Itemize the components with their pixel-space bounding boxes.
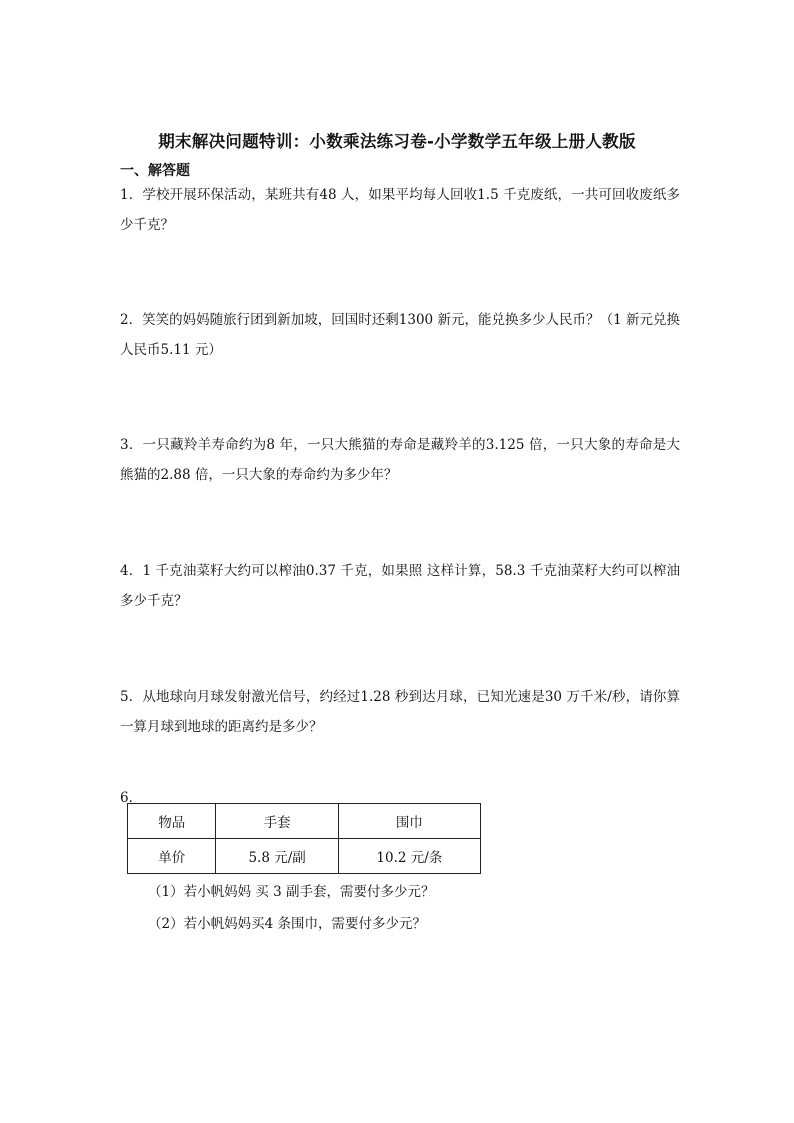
question-number: 2． <box>120 312 143 328</box>
question-4 <box>120 556 680 616</box>
table-header-row <box>128 804 481 839</box>
question-number: 4． <box>120 563 143 579</box>
table-cell: 10.2 元/条 <box>338 839 480 874</box>
table-row <box>128 839 481 874</box>
price-table <box>127 803 481 874</box>
question-3 <box>120 430 680 490</box>
table-cell: 物品 <box>128 804 216 839</box>
question-2 <box>120 305 680 365</box>
question-number: 5． <box>120 689 143 705</box>
section-title: 一、解答题 <box>120 163 190 179</box>
question-text: 学校开展环保活动，某班共有48 人，如果平均每人回收1.5 千克废纸，一共可回收废纸多少千克？ <box>120 187 681 233</box>
question-text: 一只藏羚羊寿命约为8 年，一只大熊猫的寿命是藏羚羊的3.125 倍，一只大象的寿命是大熊猫的2.88 倍，一只大象的寿命约为多少年？ <box>120 437 680 483</box>
question-text: 从地球向月球发射激光信号，约经过1.28 秒到达月球，已知光速是30 万千米/秒，请你算一算月球到地球的距离约是多少？ <box>120 689 680 735</box>
question-6-number: 6． <box>120 790 143 806</box>
table-cell: 手套 <box>216 804 338 839</box>
question-5 <box>120 682 680 742</box>
question-1 <box>120 180 680 240</box>
table-cell: 围巾 <box>338 804 480 839</box>
sub-question-1: （1）若小帆妈妈 买 3 副手套，需要付多少元？ <box>148 884 435 900</box>
question-number: 1． <box>120 187 143 203</box>
question-text: 1 千克油菜籽大约可以榨油0.37 千克，如果照 这样计算，58.3 千克油菜籽大约可以榨油多少千克？ <box>120 563 680 609</box>
table-cell: 5.8 元/副 <box>216 839 338 874</box>
sub-question-2: （2）若小帆妈妈买4 条围巾，需要付多少元？ <box>148 916 426 932</box>
question-number: 3． <box>120 437 143 453</box>
table-cell: 单价 <box>128 839 216 874</box>
page-title: 期末解决问题特训：小数乘法练习卷-小学数学五年级上册人教版 <box>158 132 636 151</box>
question-text: 笑笑的妈妈随旅行团到新加坡，回国时还剩1300 新元，能兑换多少人民币？（1 新元兑换人民币5.11 元） <box>120 312 680 358</box>
